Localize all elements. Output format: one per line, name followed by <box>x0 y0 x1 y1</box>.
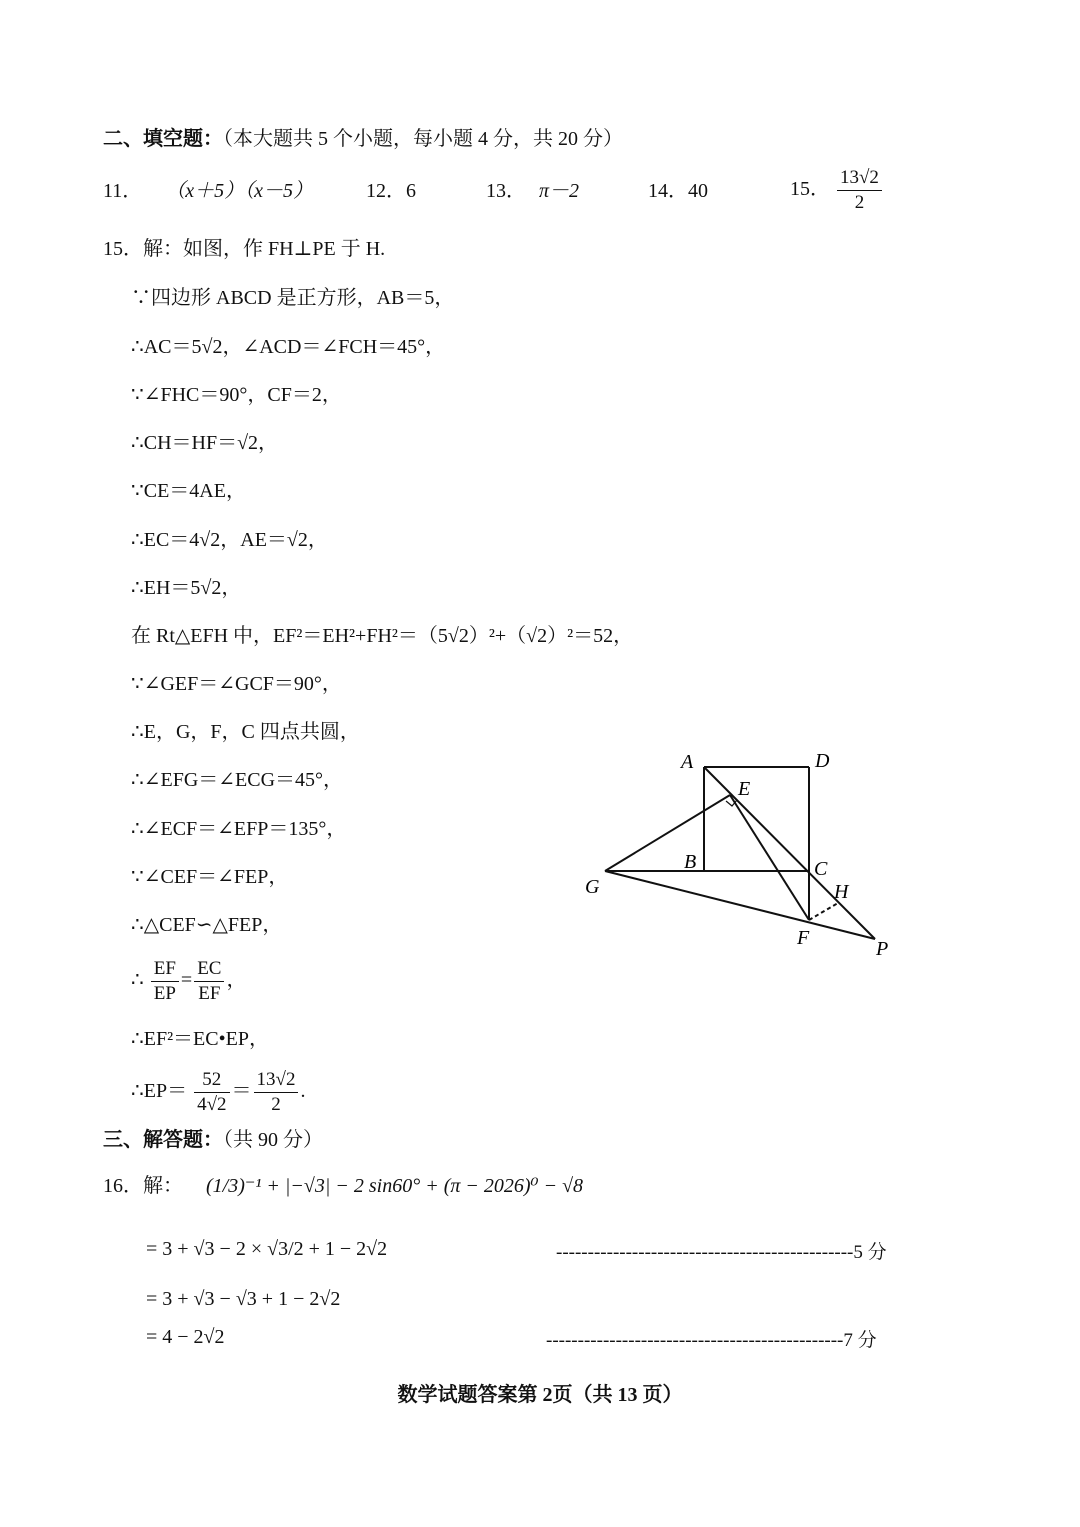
score-marker-5: -----------------------------------------------5 分 <box>556 1242 887 1263</box>
segment-ge <box>605 795 730 871</box>
answer-number: 12． <box>366 180 406 202</box>
label-p: P <box>876 938 889 960</box>
solution15-line: ∵CE＝4AE， <box>131 480 246 502</box>
answer-15 <box>790 166 884 215</box>
solution16-step3: = 4 − 2√2 <box>146 1326 225 1348</box>
solution15-head: 15．解：如图，作 FH⊥PE 于 H. <box>103 238 386 260</box>
answer-value: （x＋5）（x－5） <box>165 180 314 202</box>
solution15-line: ∵∠GEF＝∠GCF＝90°， <box>131 673 342 695</box>
answer-13 <box>486 178 579 204</box>
answer-value: 40 <box>688 180 708 202</box>
score-marker-7: -----------------------------------------------7 分 <box>546 1330 877 1351</box>
answer-14 <box>648 178 708 204</box>
answer-number: 11． <box>103 180 143 202</box>
solution15-line: ∵四边形 ABCD 是正方形，AB＝5， <box>131 287 455 309</box>
label-d: D <box>815 750 830 772</box>
answer-value: π－2 <box>539 180 580 202</box>
solution15-line: ∴△CEF∽△FEP， <box>131 914 283 936</box>
section2-note: （本大题共 5 个小题，每小题 4 分，共 20 分） <box>223 128 623 150</box>
label-b: B <box>684 851 697 873</box>
label-c: C <box>814 858 828 880</box>
ratio-line: ∴ $\frac{EF}{EP}$ = $\frac{EC}{EF}$ ， <box>131 958 247 1004</box>
label-e: E <box>738 778 751 800</box>
answer-11 <box>103 178 313 204</box>
solution15-line: ∴EH＝5√2， <box>131 577 242 599</box>
solution15-line: ∴CH＝HF＝√2， <box>131 432 279 454</box>
solution15-line: ∵∠CEF＝∠FEP， <box>131 866 289 888</box>
geometry-figure <box>570 740 910 970</box>
section3-heading <box>103 1127 323 1153</box>
answer-fraction: $\frac{13√2}{2}$ <box>837 166 882 215</box>
page-footer: 数学试题答案第 2页（共 13 页） <box>397 1384 683 1406</box>
answer-number: 13． <box>486 180 526 202</box>
label-a: A <box>681 751 694 773</box>
solution15-line: ∴∠EFG＝∠ECG＝45°， <box>131 769 344 791</box>
solution16-head: 16．解： (1/3)⁻¹ + |−√3| − 2 sin60° + (π − 2026)⁰ − √8 <box>103 1175 584 1197</box>
label-g: G <box>585 876 600 898</box>
section3-title: 三、解答题： <box>103 1129 223 1151</box>
section3-note: （共 90 分） <box>223 1129 323 1151</box>
answer-number: 14． <box>648 180 688 202</box>
section2-heading <box>103 126 623 152</box>
segment-fh-dashed <box>809 903 838 920</box>
answer-12 <box>366 178 416 204</box>
label-f: F <box>797 927 810 949</box>
solution16-step2: = 3 + √3 − √3 + 1 − 2√2 <box>146 1288 341 1310</box>
solution15-line: ∴AC＝5√2，∠ACD＝∠FCH＝45°， <box>131 336 446 358</box>
solution15-line: ∴∠ECF＝∠EFP＝135°， <box>131 818 347 840</box>
solution16-expression: (1/3)⁻¹ + |−√3| − 2 sin60° + (π − 2026)⁰ − √8 <box>206 1175 584 1197</box>
label-h: H <box>834 881 849 903</box>
segment-ef <box>730 795 809 920</box>
ef-squared-line: ∴EF²＝EC•EP， <box>131 1028 269 1050</box>
segment-ap <box>704 767 875 939</box>
final-ep-line: ∴EP＝ $\frac{52}{4√2}$ ＝ $\frac{13√2}{2}$ . <box>131 1069 306 1115</box>
solution15-line: ∴E，G，F，C 四点共圆， <box>131 721 360 743</box>
answer-value: 6 <box>406 180 416 202</box>
solution15-line: ∵∠FHC＝90°，CF＝2， <box>131 384 342 406</box>
solution15-line: ∴EC＝4√2，AE＝√2， <box>131 529 328 551</box>
section2-title: 二、填空题： <box>103 128 223 150</box>
solution15-line: 在 Rt△EFH 中，EF²＝EH²+FH²＝（5√2）²+（√2）²＝52， <box>131 625 634 647</box>
answer-number: 15． <box>790 178 830 201</box>
solution16-step1: = 3 + √3 − 2 × √3/2 + 1 − 2√2 <box>146 1238 388 1260</box>
